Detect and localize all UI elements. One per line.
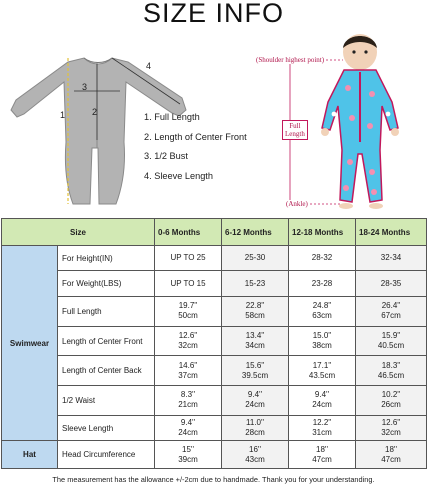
size-value: 18.3'' — [381, 360, 401, 370]
size-value: 47cm — [381, 454, 401, 464]
header-cell: 18-24 Months — [356, 219, 427, 246]
size-value: 8.3'' — [180, 390, 196, 400]
size-value-cell — [289, 386, 356, 416]
legend-item: 3. 1/2 Bust — [144, 151, 188, 161]
full-length-label: Length — [285, 130, 305, 138]
size-value-cell — [222, 326, 289, 356]
size-value-cell — [289, 441, 356, 469]
category-cell-hat: Hat — [2, 441, 58, 469]
size-value-cell — [222, 296, 289, 326]
size-value-cell — [356, 356, 427, 386]
size-value: 24cm — [312, 400, 332, 410]
table-header-row — [2, 219, 427, 246]
full-length-label: Full — [285, 122, 305, 130]
size-value: 15'' — [182, 444, 194, 454]
measurement-note: The measurement has the allowance +/-2cm due to handmade. Thank you for your understanding. — [52, 475, 375, 484]
marker-4: 4 — [146, 61, 152, 71]
table-row — [2, 356, 427, 386]
size-value: 14.6'' — [178, 360, 198, 370]
table-row — [2, 296, 427, 326]
row-label: Length of Center Back — [58, 356, 155, 386]
marker-1: 1 — [60, 110, 66, 120]
size-value: 63cm — [312, 311, 332, 321]
size-value-cell — [155, 441, 222, 469]
size-value-cell — [155, 296, 222, 326]
size-value-cell — [356, 441, 427, 469]
legend-item: 4. Sleeve Length — [144, 170, 213, 181]
size-value-cell — [356, 386, 427, 416]
size-value: 47cm — [312, 454, 332, 464]
row-label: Full Length — [58, 296, 155, 326]
measurement-legend — [144, 112, 247, 190]
size-value: 19.7'' — [178, 301, 198, 311]
size-table — [1, 218, 427, 469]
header-cell: Size — [2, 219, 155, 246]
size-value: 9.4'' — [180, 418, 196, 428]
row-label: Sleeve Length — [58, 415, 155, 440]
size-value: 12.6'' — [381, 418, 401, 428]
size-value: 17.1'' — [312, 360, 332, 370]
size-value: 21cm — [178, 400, 198, 410]
size-value: 58cm — [245, 311, 265, 321]
size-value-cell — [289, 296, 356, 326]
header-cell: 0-6 Months — [155, 219, 222, 246]
shoulder-label: (Shoulder highest point) — [256, 56, 325, 64]
row-label: Head Circumference — [58, 441, 155, 469]
size-value: 38cm — [312, 341, 332, 351]
size-value: 37cm — [178, 370, 198, 380]
size-value: 28-32 — [311, 253, 333, 263]
category-cell-swimwear: Swimwear — [2, 246, 58, 441]
size-value: 50cm — [178, 311, 198, 321]
size-value: 16'' — [249, 444, 261, 454]
table-row — [2, 386, 427, 416]
size-value: 67cm — [381, 311, 401, 321]
size-value: 12.6'' — [178, 331, 198, 341]
size-value-cell — [289, 415, 356, 440]
size-value: 43cm — [245, 454, 265, 464]
size-value: 39cm — [178, 454, 198, 464]
size-value: 15-23 — [244, 278, 266, 288]
size-value-cell — [155, 271, 222, 296]
size-value: 18'' — [385, 444, 397, 454]
table-row — [2, 441, 427, 469]
size-value: 25-30 — [244, 253, 266, 263]
size-value-cell — [289, 326, 356, 356]
size-value-cell — [289, 271, 356, 296]
size-value: 46.5cm — [377, 370, 405, 380]
size-value: 18'' — [316, 444, 328, 454]
size-value: 32-34 — [380, 253, 402, 263]
size-value-cell — [155, 386, 222, 416]
size-value: 31cm — [312, 428, 332, 438]
table-row — [2, 326, 427, 356]
size-value: 24cm — [245, 400, 265, 410]
header-cell: 6-12 Months — [222, 219, 289, 246]
legend-item: 2. Length of Center Front — [144, 131, 247, 142]
size-value: UP TO 15 — [170, 278, 206, 288]
size-value: 11.0'' — [246, 418, 265, 428]
size-value-cell — [222, 356, 289, 386]
table-row — [2, 271, 427, 296]
size-value-cell — [155, 415, 222, 440]
size-value-cell — [222, 415, 289, 440]
size-value-cell — [289, 356, 356, 386]
size-value: 24cm — [178, 428, 198, 438]
row-label: Length of Center Front — [58, 326, 155, 356]
size-value-cell — [222, 246, 289, 271]
size-value-cell — [356, 326, 427, 356]
table-row — [2, 246, 427, 271]
row-label: For Height(IN) — [58, 246, 155, 271]
size-value-cell — [222, 441, 289, 469]
size-value: 28-35 — [380, 278, 402, 288]
size-value: 9.4'' — [314, 390, 330, 400]
size-value: 13.4'' — [245, 331, 265, 341]
ankle-label: (Ankle) — [286, 200, 308, 208]
size-value-cell — [155, 326, 222, 356]
size-value-cell — [155, 356, 222, 386]
size-value: 23-28 — [311, 278, 333, 288]
header-cell: 12-18 Months — [289, 219, 356, 246]
size-value: UP TO 25 — [170, 253, 206, 263]
table-row — [2, 415, 427, 440]
size-value: 12.2'' — [312, 418, 332, 428]
marker-3: 3 — [82, 82, 88, 92]
size-value-cell — [356, 415, 427, 440]
size-value: 15.9'' — [381, 331, 401, 341]
full-length-box — [282, 120, 308, 140]
size-value-cell — [356, 271, 427, 296]
size-value-cell — [222, 386, 289, 416]
child-photo — [248, 32, 427, 214]
size-value-cell — [155, 246, 222, 271]
marker-2: 2 — [92, 107, 98, 117]
size-value-cell — [289, 246, 356, 271]
size-value: 32cm — [178, 341, 198, 351]
size-value: 26.4'' — [381, 301, 401, 311]
size-value: 40.5cm — [377, 341, 405, 351]
size-value: 43.5cm — [308, 370, 336, 380]
size-value: 28cm — [245, 428, 265, 438]
page-title: SIZE INFO — [142, 0, 284, 28]
row-label: 1/2 Waist — [58, 386, 155, 416]
size-value: 15.6'' — [245, 360, 265, 370]
row-label: For Weight(LBS) — [58, 271, 155, 296]
size-value-cell — [222, 271, 289, 296]
size-value: 39.5cm — [241, 370, 269, 380]
size-value-cell — [356, 246, 427, 271]
size-value: 9.4'' — [247, 390, 263, 400]
size-value: 26cm — [381, 400, 401, 410]
size-value: 24.8'' — [312, 301, 332, 311]
legend-item: 1. Full Length — [144, 112, 200, 122]
size-value-cell — [356, 296, 427, 326]
size-value: 22.8'' — [245, 301, 265, 311]
size-value: 34cm — [245, 341, 265, 351]
size-value: 15.0'' — [312, 331, 332, 341]
size-value: 32cm — [381, 428, 401, 438]
size-value: 10.2'' — [381, 390, 401, 400]
